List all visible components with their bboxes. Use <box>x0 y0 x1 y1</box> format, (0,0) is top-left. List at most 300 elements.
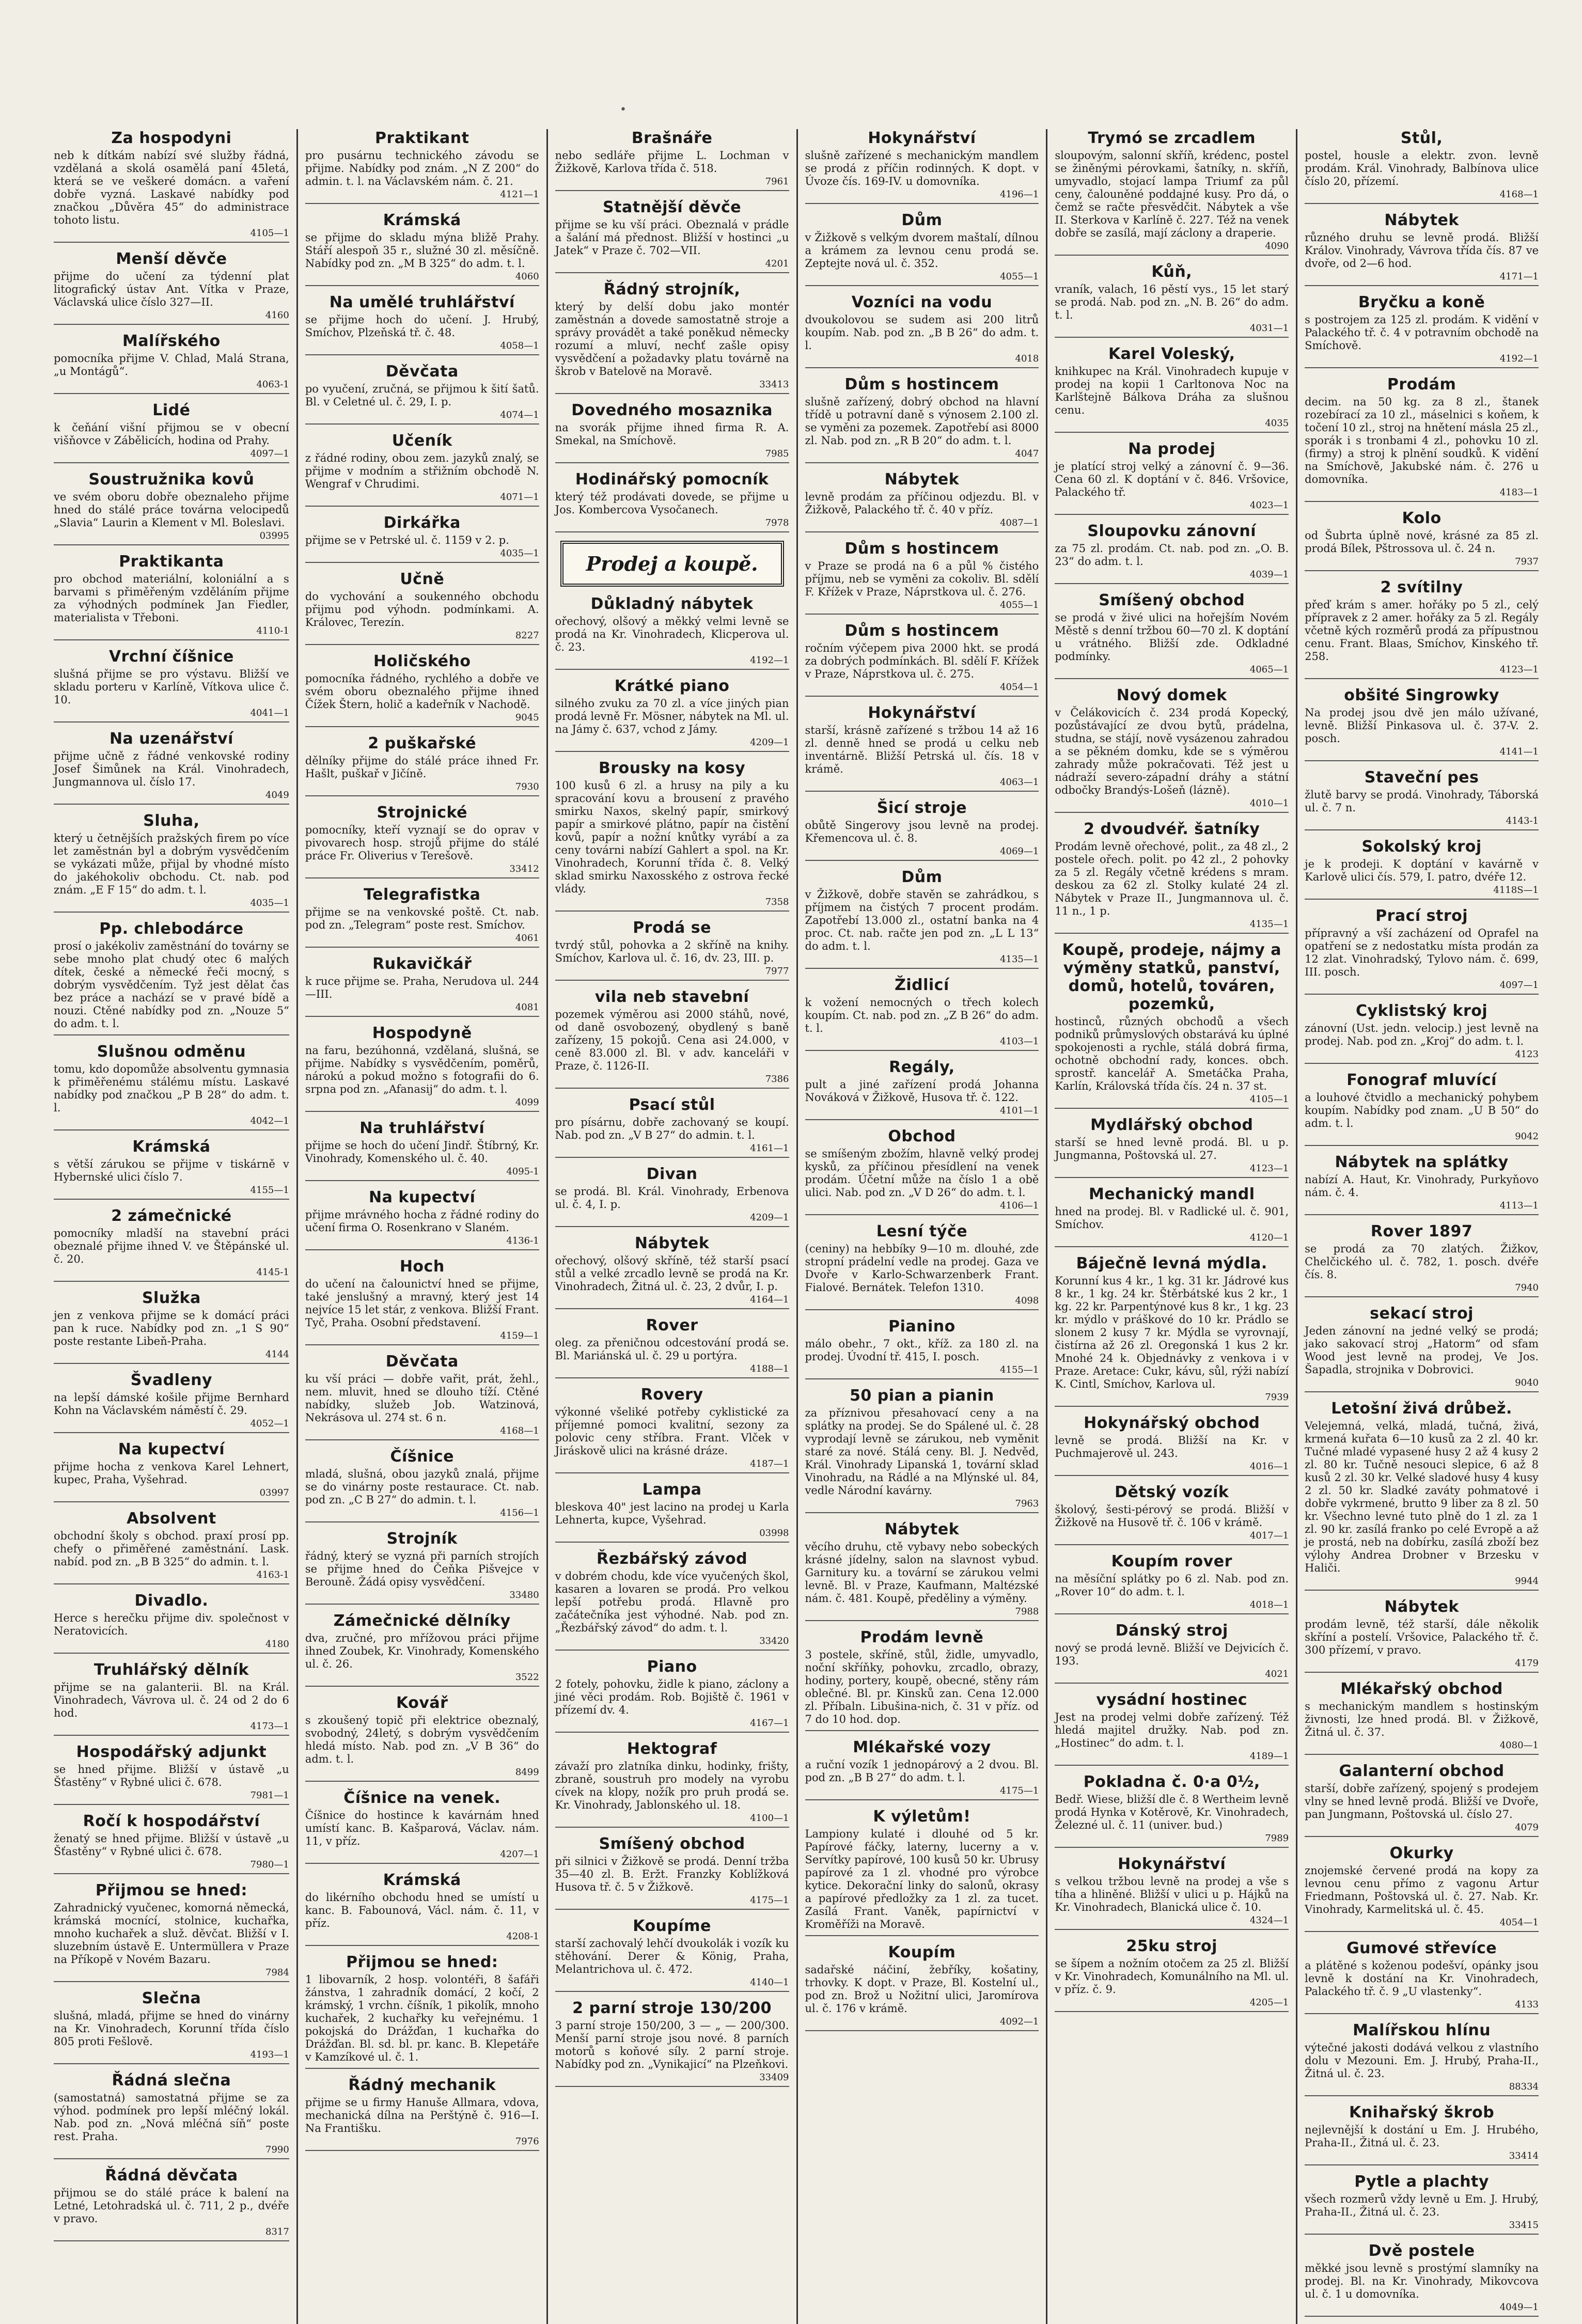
ad-text: dělníky přijme do stálé práce ihned Fr. Hašlt, puškař v Jičíně. <box>305 755 539 780</box>
ad-title: Rovery <box>640 1386 703 1404</box>
ad-title: Na uzenářství <box>109 730 233 748</box>
classified-ad <box>54 1881 289 1982</box>
ad-title: 2 dvoudvéř. šatníky <box>1084 820 1260 838</box>
ad-reference-number: 4080—1 <box>1499 1740 1539 1751</box>
ad-text: 2 fotely, pohovku, židle k piano, záclony a jiné věci prodám. Rob. Bojiště č. 1961 v přízemí dv. 4. <box>555 1678 789 1716</box>
ad-reference-number: 4065—1 <box>1249 664 1289 675</box>
ad-text: za příznivou přesahovací ceny a na splátky na prodej. Se do Spálené ul. č. 28 vyprodají levně se zárukou, neb vyměnit staré za nové. Stálá ceny. Bl. J. Nedvěd, Král. Vinohrady Lipanská 1, tovární sklad Vinohradu, na Rádlé a na Mlýnské ul. 84, vedle Národní kavárny. <box>805 1407 1039 1497</box>
ad-title: Lidé <box>152 401 191 419</box>
classified-ad <box>1305 768 1539 830</box>
classified-ad <box>305 1119 539 1181</box>
ad-reference-number: 4071—1 <box>500 492 539 503</box>
ad-title: Přijmou se hned: <box>346 1953 498 1971</box>
ad-title: Pp. chlebodárce <box>99 920 244 938</box>
ad-text: dvoukolovou se sudem asi 200 litrů koupím. Nab. pod zn. „B B 26“ do adm. t. l. <box>805 313 1039 352</box>
ad-reference-number: 4144 <box>265 1349 289 1360</box>
ad-text: a louhové čtvidlo a mechanický pohybem koupím. Nabídky pod znam. „U B 50“ do adm. t. l. <box>1305 1091 1539 1129</box>
ad-title: Sloupovku zánovní <box>1087 522 1257 540</box>
classified-ad <box>1055 263 1289 338</box>
classified-ad <box>1305 1762 1539 1837</box>
ad-text: s velkou tržbou levně na prodej a vše s tíha a hliněné. Bližší v ulici u p. Hájků na Kr. Vinohradech, Blanická ulice č. 10. <box>1055 1875 1289 1913</box>
classified-ad <box>305 1789 539 1864</box>
ad-reference-number: 4103—1 <box>1000 1036 1039 1047</box>
ad-title: Mlékařské vozy <box>853 1738 991 1756</box>
classified-ad <box>305 734 539 796</box>
ad-reference-number: 9944 <box>1515 1576 1539 1587</box>
ad-text: oleg. za přeničnou odcestování prodá se. Bl. Mariánská ul. č. 29 u portýra. <box>555 1337 789 1362</box>
ad-text: na svorák přijme ihned firma R. A. Smekal, na Smíchově. <box>555 421 789 447</box>
ad-reference-number: 88334 <box>1509 2081 1539 2092</box>
ad-reference-number: 4161—1 <box>750 1143 789 1154</box>
ad-text: se prodá za 70 zlatých. Žižkov, Chelčického ul. č. 782, 1. posch. dvéře čís. 8. <box>1305 1243 1539 1281</box>
ad-title: Truhlářský dělník <box>93 1661 249 1679</box>
ad-title: obšité Singrowky <box>1344 686 1499 704</box>
classified-ad <box>1055 686 1289 813</box>
ad-text: řádný, který se vyzná při parních strojích se přijme hned do Čeňka Pišvejce v Berouně. Žádá opisy vysvědčení. <box>305 1550 539 1588</box>
classified-ad <box>555 919 789 981</box>
ad-title: K výletům! <box>873 1808 971 1826</box>
ad-text: který též prodávati dovede, se přijme u Jos. Kombercova Vysočanech. <box>555 491 789 516</box>
ad-reference-number: 7930 <box>515 781 539 792</box>
ad-reference-number: 4168—1 <box>1499 189 1539 200</box>
classified-ad <box>805 799 1039 861</box>
ad-title: Telegrafistka <box>364 886 481 904</box>
ad-text: a ruční vozík 1 jednopárový a 2 dvou. Bl. pod zn. „B B 27“ do adm. t. l. <box>805 1758 1039 1784</box>
ad-reference-number: 4155—1 <box>250 1185 289 1196</box>
ad-text: prosí o jakékoliv zaměstnání do továrny se sebe mnoho plat chudý otec 6 malých dítek, české a německé řeči mocný, s dobrým vysvědčením. Tyž jest dělat čas bez práce a nachází se v pravé bídě a nouzi. Ctěné nabídky pod zn. „Nouze 5“ do adm. t. l. <box>54 940 289 1030</box>
ad-text: v Čelákovicích č. 234 prodá Kopecký, pozůstávající ze dvou bytů, prádelna, studna, se stájí, nově vysázenou zahradou a se pěkném domku, kde se s výměrou zahrady může pokračovati. Též jest u nádraží severo-západní dráhy a státní odbočky Brandýs-Lošeň (lázně). <box>1055 706 1289 796</box>
ad-text: pomocníky, kteří vyznají se do oprav v pivovarech hosp. strojů přijme do stálé práce Fr. Oliverius v Terešově. <box>305 824 539 862</box>
ad-text: školový, šesti-pérový se prodá. Bližší v Žižkově na Husově tř. č. 106 v krámě. <box>1055 1503 1289 1529</box>
ad-text: tvrdý stůl, pohovka a 2 skříně na knihy. Smíchov, Karlova ul. č. 16, dv. 23, III. p. <box>555 939 789 964</box>
ad-title: Karel Voleský, <box>1108 345 1235 363</box>
classified-ad <box>1055 1855 1289 1930</box>
ad-reference-number: 7386 <box>765 1074 789 1085</box>
ad-text: v Praze se prodá na 6 a půl % čistého příjmu, neb se vyměni za cokoliv. Bl. sdělí F. Křížek v Praze, Náprstkova ul. č. 276. <box>805 560 1039 598</box>
ad-reference-number: 7988 <box>1015 1606 1039 1617</box>
ad-title: Řádná slečna <box>112 2071 231 2090</box>
classified-ad <box>54 250 289 325</box>
ad-reference-number: 33409 <box>759 2072 789 2083</box>
classified-ad <box>805 129 1039 204</box>
ad-text: Jest na prodej velmi dobře zařízený. Též hledá majitel družky. Nab. pod zn. „Hostinec“ do adm. t. l. <box>1055 1711 1289 1749</box>
ad-title: Dům s hostincem <box>844 375 999 394</box>
ad-title: Letošní živá drůbež. <box>1331 1400 1512 1418</box>
ad-text: silného zvuku za 70 zl. a více jiných pian prodá levně Fr. Mösner, nábytek na Ml. ul. na Jámy č. 637, vchod z Jámy. <box>555 697 789 735</box>
ad-text: ve svém oboru dobře obeznaleho přijme hned do stálé práce továrna velocipedů „Slavia“ Laurin a Klement v Ml. Boleslavi. <box>54 491 289 529</box>
classified-ad <box>305 363 539 425</box>
ad-title: Řádný mechanik <box>348 2076 496 2094</box>
classified-ad <box>54 1661 289 1736</box>
ad-title: Malířskou hlínu <box>1353 2021 1491 2039</box>
ad-text: který by delší dobu jako montér zaměstnán a dovede samostatně stroje a správy provádět a také poněkud německy rozumí a mluví, nechť zašle opisy vysvědčení a požadavky platu továrně na škrob v Batelově na Moravě. <box>555 301 789 378</box>
ad-text: ku vší práci — dobře vařit, prát, žehl., nem. mluvit, hned se dlouho tíží. Ctěné nabídky, služeb Job. Watzinová, Nekrásova ul. 274 st. 6 n. <box>305 1373 539 1424</box>
classified-ad <box>555 401 789 463</box>
classified-ad <box>1055 440 1289 515</box>
classified-ad <box>1305 211 1539 286</box>
ad-title: Slečna <box>142 1989 201 2007</box>
ad-title: Brousky na kosy <box>599 759 746 777</box>
ad-reference-number: 33480 <box>509 1590 539 1600</box>
column-5 <box>1046 129 1296 2324</box>
ad-reference-number: 4141—1 <box>1499 746 1539 757</box>
classified-ad <box>805 1943 1039 2031</box>
ad-title: Hodinářský pomocník <box>575 470 769 489</box>
ad-text: v dobrém chodu, kde více vyučených škol, kasaren a lovaren se prodá. Pro velkou lepší potřebu prodá. Hlavně pro začátečníka jest výhodné. Nab. pod zn. „Řezbářský závod“ do adm. t. l. <box>555 1570 789 1634</box>
classified-ad <box>54 1743 289 1805</box>
ad-title: Malířského <box>122 332 221 350</box>
classified-ad <box>1055 1483 1289 1545</box>
classified-ad <box>1305 578 1539 679</box>
ad-text: přijme se ku vší práci. Obeznalá v prádle a šalání má přednost. Bližší v hostinci „u Jatek“ v Praze č. 702—VII. <box>555 218 789 257</box>
ad-text: obůtě Singerovy jsou levně na prodej. Křemencova ul. č. 8. <box>805 819 1039 844</box>
ad-reference-number: 33420 <box>759 1636 789 1646</box>
classified-ad <box>555 1481 789 1543</box>
ad-reference-number: 4092—1 <box>1000 2016 1039 2027</box>
ad-title: Hokynářství <box>868 704 976 722</box>
ad-text: přijme se na venkovské poště. Ct. nab. pod zn. „Telegram“ poste rest. Smíchov. <box>305 906 539 931</box>
ad-title: Pianino <box>888 1317 956 1336</box>
ad-title: Židlicí <box>895 976 949 994</box>
ad-title: Lampa <box>642 1481 702 1499</box>
ad-reference-number: 33413 <box>759 379 789 390</box>
classified-ad <box>54 2071 289 2159</box>
classified-ad <box>555 1550 789 1651</box>
ad-title: Krámská <box>132 1138 211 1156</box>
ad-text: s postrojem za 125 zl. prodám. K vidění v Palackého tř. č. 4 v potravním obchodě na Smíchově. <box>1305 313 1539 352</box>
classified-ad <box>305 2076 539 2151</box>
classified-ad <box>1305 1305 1539 1392</box>
ad-title: Děvčata <box>385 1353 459 1371</box>
classified-ad <box>555 1835 789 1910</box>
ad-reference-number: 7939 <box>1265 1392 1289 1403</box>
classified-ad <box>1305 2242 1539 2317</box>
classified-ad <box>805 868 1039 969</box>
ad-title: Stůl, <box>1400 129 1443 147</box>
ad-reference-number: 4167—1 <box>750 1718 789 1729</box>
ad-text: starší se hned levně prodá. Bl. u p. Jungmanna, Poštovská ul. 27. <box>1055 1136 1289 1161</box>
ad-title: Koupím rover <box>1111 1552 1232 1571</box>
ad-title: Mlékařský obchod <box>1340 1680 1503 1698</box>
ad-reference-number: 33415 <box>1509 2220 1539 2231</box>
ad-title: Vozníci na vodu <box>851 293 993 311</box>
ad-title: Na kupectví <box>369 1188 476 1206</box>
classified-ad <box>1305 509 1539 571</box>
ad-title: Brašnáře <box>631 129 713 147</box>
classified-ad <box>305 1353 539 1440</box>
ad-text: na lepší dámské košile přijme Bernhard Kohn na Václavském náměstí č. 29. <box>54 1391 289 1417</box>
ad-text: výkonné všeliké potřeby cyklistické za příjemné pomoci kvalitní, sezony za polovic ceny stříbra. Frant. Vlček v Jiráskově ulici na krásné dráze. <box>555 1406 789 1457</box>
ad-title: Strojnické <box>377 804 468 822</box>
ad-text: starší, dobře zařízený, spojený s prodejem vlny se hned levně prodá. Bližší ve Dvoře, pan Jungmann, Poštovská ul. číslo 27. <box>1305 1782 1539 1820</box>
ad-title: Nábytek <box>634 1234 710 1252</box>
ad-text: všech rozmerů vždy levně u Em. J. Hrubý, Praha-II., Žitná ul. č. 23. <box>1305 2193 1539 2218</box>
ad-reference-number: 4054—1 <box>1499 1917 1539 1928</box>
ad-reference-number: 4160 <box>265 310 289 321</box>
ad-title: Mechanický mandl <box>1088 1185 1255 1203</box>
ad-title: Dům <box>901 868 943 886</box>
classified-ad <box>1305 1400 1539 1591</box>
classified-ad <box>1055 129 1289 256</box>
ad-reference-number: 4196—1 <box>1000 189 1039 200</box>
ad-reference-number: 4173—1 <box>250 1721 289 1732</box>
classified-ad <box>305 1258 539 1345</box>
ad-title: Služka <box>142 1289 201 1307</box>
ad-reference-number: 4180 <box>265 1639 289 1650</box>
classified-ad <box>555 1740 789 1828</box>
ad-text: s mechanickým mandlem s hostinským živnosti, lze hned prodá. Bl. v Žižkově, Žitná ul. č. 37. <box>1305 1700 1539 1738</box>
ad-title: Strojník <box>386 1530 458 1548</box>
ad-reference-number: 4123—1 <box>1249 1163 1289 1174</box>
ad-text: měkké jsou levně s prostýmí slamníky na prodej. Bl. na Kr. Vinohrady, Mikovcova ul. č. 1 u domovníka. <box>1305 2262 1539 2300</box>
ad-text: se přijme do skladu mýna bližě Prahy. Stáří alespoň 35 r., služné 30 zl. měsíčně. Nabídky pod zn. „M B 325“ do adm. t. l. <box>305 231 539 270</box>
classified-ad <box>54 1289 289 1364</box>
ad-title: Řezbářský závod <box>597 1550 748 1568</box>
ad-title: Hektograf <box>626 1740 717 1758</box>
ad-reference-number: 4049—1 <box>1499 2302 1539 2313</box>
ad-reference-number: 4021 <box>1265 1669 1289 1679</box>
ad-text: nebo sedláře přijme L. Lochman v Žižkově, Karlova třída č. 518. <box>555 149 789 175</box>
ad-title: Kovář <box>396 1694 448 1712</box>
ad-reference-number: 4189—1 <box>1249 1751 1289 1762</box>
ad-title: Báječně levná mýdla. <box>1076 1254 1267 1273</box>
classified-ad <box>305 1612 539 1687</box>
ad-title: Praktikant <box>374 129 469 147</box>
ad-text: slušná, mladá, přijme se hned do vinárny na Kr. Vinohradech, Korunní třída číslo 805 proti Fešlově. <box>54 2009 289 2048</box>
classified-ad <box>1055 941 1289 1109</box>
column-2 <box>296 129 546 2324</box>
ad-title: Řádná děvčata <box>105 2166 238 2185</box>
ad-text: Korunní kus 4 kr., 1 kg. 31 kr. Jádrové kus 8 kr., 1 kg. 24 kr. Štěrbátské kus 2 kr., 1 kg. 22 kr. Parpentýnové kus 8 kr., 1 kg. 23 kr. mýdlo v práškové do 10 kr. Prádlo se slonem 2 kusy 7 kr. Mýdla se vyrovnají, čistírna až 26 zl. Oregonská 1 kus 2 kr. Mnohé 24 k. Objednávky z venkova i v Praze. Aretace: Cukr, kávu, sůl, rýži nabízí K. Cintl, Smíchov, Karlova ul. <box>1055 1275 1289 1390</box>
ad-title: Soustružnika kovů <box>88 470 255 489</box>
classified-ad <box>305 1188 539 1250</box>
ad-text: přijme se hoch do učení Jindř. Štíbrný, Kr. Vinohrady, Komenského ul. č. 40. <box>305 1139 539 1165</box>
classified-ad <box>805 375 1039 463</box>
ad-title: Trymó se zrcadlem <box>1088 129 1256 147</box>
ad-text: na faru, bezúhonná, vzdělaná, slušná, se přijme. Nabídky s vysvědčením, poměrů, nárokú a pokud možno s fotografii do 6. srpna pod zn. „Afanasij“ do adm. t. l. <box>305 1044 539 1095</box>
ad-text: dva, zručné, pro mřížovou práci přijme ihned Zoubek, Kr. Vinohrady, Komenského ul. č. 26. <box>305 1632 539 1670</box>
column-6 <box>1296 129 1546 2324</box>
ad-reference-number: 4106—1 <box>1000 1200 1039 1211</box>
classified-ad <box>54 2166 289 2241</box>
ad-title: Menší děvče <box>116 250 227 268</box>
ad-reference-number: 7976 <box>515 2136 539 2147</box>
ad-title: Za hospodyni <box>111 129 232 147</box>
classified-ad <box>1055 1552 1289 1614</box>
classified-ad <box>805 1222 1039 1310</box>
ad-title: Koupě, prodeje, nájmy a výměny statků, panství, domů, hotelů, továren, pozemků, <box>1062 941 1281 1013</box>
classified-ad <box>805 1520 1039 1621</box>
ad-text: výtečné jakosti dodává velkou z vlastního dolu v Mezouni. Em. J. Hrubý, Praha-II., Žitná ul. č. 23. <box>1305 2042 1539 2080</box>
classified-ad <box>805 540 1039 615</box>
ad-title: Vrchní číšnice <box>108 648 234 666</box>
ad-reference-number: 4179 <box>1515 1658 1539 1669</box>
ad-reference-number: 4187—1 <box>750 1458 789 1469</box>
ad-text: Na prodej jsou dvě jen málo užívané, levně. Bližší Pinkasova ul. č. 37-V. 2. posch. <box>1305 706 1539 745</box>
ad-text: a plátěné s koženou podešví, opánky jsou levně k dostání na Kr. Vinohradech, Palackého tř. č. 9 „U vlastenky“. <box>1305 1959 1539 1998</box>
classified-ad <box>1305 1939 1539 2014</box>
ad-reference-number: 4095-1 <box>506 1166 539 1177</box>
classified-ad <box>1055 1185 1289 1247</box>
ad-text: neb k dítkám nabízí své služby řádná, vzdělaná a skolá osamělá paní 45letá, která se ve veškeré domácn. a vaření dobře vyzná. Laskavé nabídky pod značkou „Důvěra 45“ do administrace tohoto listu. <box>54 149 289 226</box>
ad-title: Divan <box>646 1165 698 1183</box>
ad-title: Na umělé truhlářství <box>329 293 515 311</box>
ad-title: Regály, <box>889 1058 955 1076</box>
ad-reference-number: 4069—1 <box>1000 846 1039 857</box>
ad-text: ženatý se hned přijme. Bližší v ústavě „u Šťastěny“ v Rybné ulici č. 678. <box>54 1832 289 1858</box>
ad-title: Dětský vozík <box>1115 1483 1229 1501</box>
ad-title: Pokladna č. 0·a 0½, <box>1083 1773 1260 1791</box>
classified-ad <box>1055 820 1289 934</box>
ad-reference-number: 7985 <box>765 448 789 459</box>
ad-title: Krátké piano <box>614 677 730 695</box>
classified-ad <box>555 280 789 394</box>
ad-text: nabízí A. Haut, Kr. Vinohrady, Purkyňovo nám. č. 4. <box>1305 1173 1539 1199</box>
ad-title: Důkladný nábytek <box>590 595 754 613</box>
ad-reference-number: 4207—1 <box>500 1849 539 1860</box>
ad-reference-number: 4063—1 <box>1000 777 1039 788</box>
ad-title: Učně <box>400 570 445 588</box>
ad-reference-number: 4120—1 <box>1249 1232 1289 1243</box>
ad-title: Praktikanta <box>119 553 224 571</box>
ad-reference-number: 4209—1 <box>750 737 789 748</box>
ad-title: Hospodyně <box>372 1024 472 1042</box>
ad-title: sekací stroj <box>1370 1305 1474 1323</box>
classified-ad <box>54 470 289 545</box>
ad-title: Pytle a plachty <box>1354 2173 1489 2191</box>
classified-ad <box>1055 1691 1289 1766</box>
ad-text: pro obchod materiální, koloniální a s barvami s přiměřeným vzděláním přijme za výhodných podmínek Jan Fiedler, materialista v Třeboni. <box>54 573 289 624</box>
ad-title: Psací stůl <box>629 1096 715 1114</box>
ad-reference-number: 9045 <box>515 712 539 723</box>
classified-ad <box>805 1127 1039 1215</box>
ad-text: je platící stroj velký a zánovní č. 9—36. Cena 60 zl. K doptání v č. 846. Vršovice, Palackého tř. <box>1055 460 1289 498</box>
ad-text: přípravný a vší zacházení od Oprafel na opatření se z nedostatku místa prodán za 12 zlat. Vinohradský, Tylovo nám. č. 699, III. posch. <box>1305 927 1539 978</box>
ad-title: Dánský stroj <box>1115 1622 1228 1640</box>
ad-text: znojemské červené prodá na kopy za levnou cenu přímo z vagonu Artur Friedmann, Poštovská ul. č. 27. Nab. Kr. Vinohrady, Karmelitská ul. č. 45. <box>1305 1864 1539 1915</box>
ad-title: Smíšený obchod <box>1099 591 1245 609</box>
classified-ad <box>54 332 289 394</box>
classified-ad <box>1305 1598 1539 1673</box>
ad-reference-number: 4205—1 <box>1249 1997 1289 2008</box>
classified-ad <box>1305 375 1539 502</box>
ad-reference-number: 7978 <box>765 517 789 528</box>
ad-title: Dům s hostincem <box>844 540 999 558</box>
ad-text: málo obehr., 7 okt., kříž. za 180 zl. na prodej. Úvodní tř. 415, I. posch. <box>805 1338 1039 1363</box>
ad-reference-number: 4042—1 <box>250 1116 289 1126</box>
ad-reference-number: 4017—1 <box>1249 1530 1289 1541</box>
ad-text: 100 kusů 6 zl. a hrusy na pily a ku spracování kovu a brousení z pravého smirku Naxos, skelný papír, smirkový papír a smirkové plátno, papír na čistění kovů, papír a nožní knůtky vyrábí a za ceny továrni nabízí Gahlert a spol. na Kr. Vinohradech, Korunní třída č. 8. Velký sklad smirku Naxosského z ostrova řecké vlády. <box>555 779 789 895</box>
ad-text: bleskova 40" jest lacino na prodej u Karla Lehnerta, kupce, Vyšehrad. <box>555 1501 789 1526</box>
ad-reference-number: 4135—1 <box>1249 919 1289 930</box>
ad-text: mladá, slušná, obou jazyků znalá, přijme se do vinárny poste restaurace. Ct. nab. pod zn. „C B 27“ do admin. t. l. <box>305 1468 539 1506</box>
classified-ad <box>305 955 539 1017</box>
classified-ad <box>805 470 1039 532</box>
ad-reference-number: 33412 <box>509 863 539 874</box>
ad-text: 3 postele, skříně, stůl, židle, umyvadlo, noční skříňky, pohovku, zrcadlo, obrazy, hodiny, portery, koupě, obecné, stěny rám oblečné. Bl. pr. Kinsků zan. Cena 12.000 zl. Příbaln. Libušina-nich, č. 31 v příz. od 7 do 10 hod. dop. <box>805 1648 1039 1725</box>
ad-text: decim. na 50 kg. za 8 zl., štanek rozebírací za 10 zl., máselnici s koňem, k točení 10 zl., stroj na hnětení másla 25 zl., sporák i s tronbami 4 zl., pohovku 10 zl. (firmy) a stroj k plnění soudků. K vidění na Smíchově, Jakubské nám. č. 276 u domovníka. <box>1305 396 1539 485</box>
ad-reference-number: 4041—1 <box>250 708 289 718</box>
classified-ad <box>555 1999 789 2087</box>
classified-ad <box>805 293 1039 368</box>
classified-ad <box>555 470 789 532</box>
ad-title: Okurky <box>1389 1844 1454 1862</box>
classified-ad <box>805 622 1039 697</box>
ad-reference-number: 4079 <box>1515 1822 1539 1833</box>
ad-reference-number: 4097—1 <box>1499 980 1539 991</box>
ad-reference-number: 7961 <box>765 176 789 187</box>
ad-text: Bedř. Wiese, bližší dle č. 8 Wertheim levně prodá Hynka v Kotěrově, Kr. Vinohradech, Železné ul. č. 11 (univer. bud.) <box>1055 1793 1289 1831</box>
ad-reference-number: 4159—1 <box>500 1330 539 1341</box>
ad-reference-number: 8499 <box>515 1767 539 1778</box>
ad-title: Řádný strojník, <box>603 280 741 299</box>
ad-reference-number: 4074—1 <box>500 410 539 420</box>
ad-reference-number: 4016—1 <box>1249 1461 1289 1472</box>
classified-ad <box>1055 345 1289 433</box>
ad-reference-number: 4035—1 <box>250 898 289 908</box>
ad-text: z řádné rodiny, obou zem. jazyků znalý, se přijme v modním a střižním obchodě N. Wengraf v Chrudimi. <box>305 452 539 490</box>
ad-reference-number: 4081 <box>515 1002 539 1013</box>
ad-title: Dům s hostincem <box>844 622 999 640</box>
ad-title: Prodám <box>1387 375 1456 394</box>
classified-ad <box>54 1510 289 1584</box>
ad-text: po vyučení, zručná, se přijmou k šití šatů. Bl. v Celetné ul. č. 29, I. p. <box>305 383 539 408</box>
ad-reference-number: 4188—1 <box>750 1363 789 1374</box>
ad-text: slušně zařízené s mechanickým mandlem se prodá z příčin rodinných. K dopt. v Úvoze čís. 169-IV. u domovníka. <box>805 149 1039 187</box>
classified-ad <box>54 1043 289 1130</box>
ad-text: obchodní školy s obchod. praxí prosí pp. chefy o přiměřené zaměstnání. Lask. nabíd. pod zn. „B B 325“ do admin. t. l. <box>54 1530 289 1568</box>
ad-reference-number: 4193—1 <box>250 2049 289 2060</box>
ad-text: žlutě barvy se prodá. Vinohrady, Táborská ul. č. 7 n. <box>1305 789 1539 814</box>
ad-reference-number: 4055—1 <box>1000 271 1039 282</box>
classified-ad <box>54 1440 289 1502</box>
classified-ad <box>54 812 289 913</box>
classified-ad <box>555 1165 789 1227</box>
ad-title: Prodá se <box>633 919 711 937</box>
classified-ad <box>1305 1680 1539 1755</box>
ad-text: Prodám levně ořechové, polit., za 48 zl., 2 postele ořech. polit. po 42 zl., 2 pohovky za 5 zl. Regály včetně krédens s mram. deskou za 62 zl. Stolky kulaté 24 zl. Nábytek v Praze II., Jungmannova ul. č. 11 n., 1 p. <box>1055 840 1289 917</box>
ad-title: Dovedného mosaznika <box>571 401 773 419</box>
ad-reference-number: 4035—1 <box>500 548 539 559</box>
ad-text: přijme se na galanterii. Bl. na Král. Vinohradech, Vávrova ul. č. 24 od 2 do 6 hod. <box>54 1681 289 1719</box>
classified-ad <box>1305 293 1539 368</box>
ad-title: Hospodářský adjunkt <box>76 1743 267 1761</box>
classified-ad <box>555 1096 789 1158</box>
classified-ad <box>805 704 1039 792</box>
ad-text: pomocníky mladší na stavební práci obeznalé přijme ihned V. ve Štěpánské ul. č. 20. <box>54 1227 289 1265</box>
ad-reference-number: 7358 <box>765 897 789 907</box>
ad-reference-number: 8317 <box>265 2226 289 2237</box>
ad-text: levně prodám za příčinou odjezdu. Bl. v Žižkově, Palackého tř. č. 40 v příz. <box>805 491 1039 516</box>
ad-reference-number: 4164—1 <box>750 1294 789 1305</box>
ad-title: 50 pian a pianin <box>850 1387 994 1405</box>
ad-title: Knihařský škrob <box>1349 2103 1495 2122</box>
ad-text: je k prodeji. K doptání v kavárně v Karlově ulici čís. 579, I. patro, dvéře 12. <box>1305 858 1539 883</box>
ad-text: se přijme hoch do učení. J. Hrubý, Smíchov, Plzeňská tř. č. 48. <box>305 313 539 339</box>
ad-reference-number: 4156—1 <box>500 1508 539 1518</box>
ad-reference-number: 4192—1 <box>750 655 789 666</box>
ad-reference-number: 7989 <box>1265 1833 1289 1844</box>
ad-text: Herce s herečku přijme div. společnost v Neratovicích. <box>54 1612 289 1637</box>
ad-reference-number: 3522 <box>515 1672 539 1683</box>
ad-text: hned na prodej. Bl. v Radlické ul. č. 901, Smíchov. <box>1055 1205 1289 1231</box>
ad-reference-number: 4058—1 <box>500 340 539 351</box>
ad-title: Koupím <box>888 1943 956 1961</box>
ad-title: 2 svítilny <box>1380 578 1463 596</box>
ad-title: Sokolský kroj <box>1361 838 1482 856</box>
ad-title: Slušnou odměnu <box>97 1043 246 1061</box>
classified-ad <box>305 211 539 286</box>
